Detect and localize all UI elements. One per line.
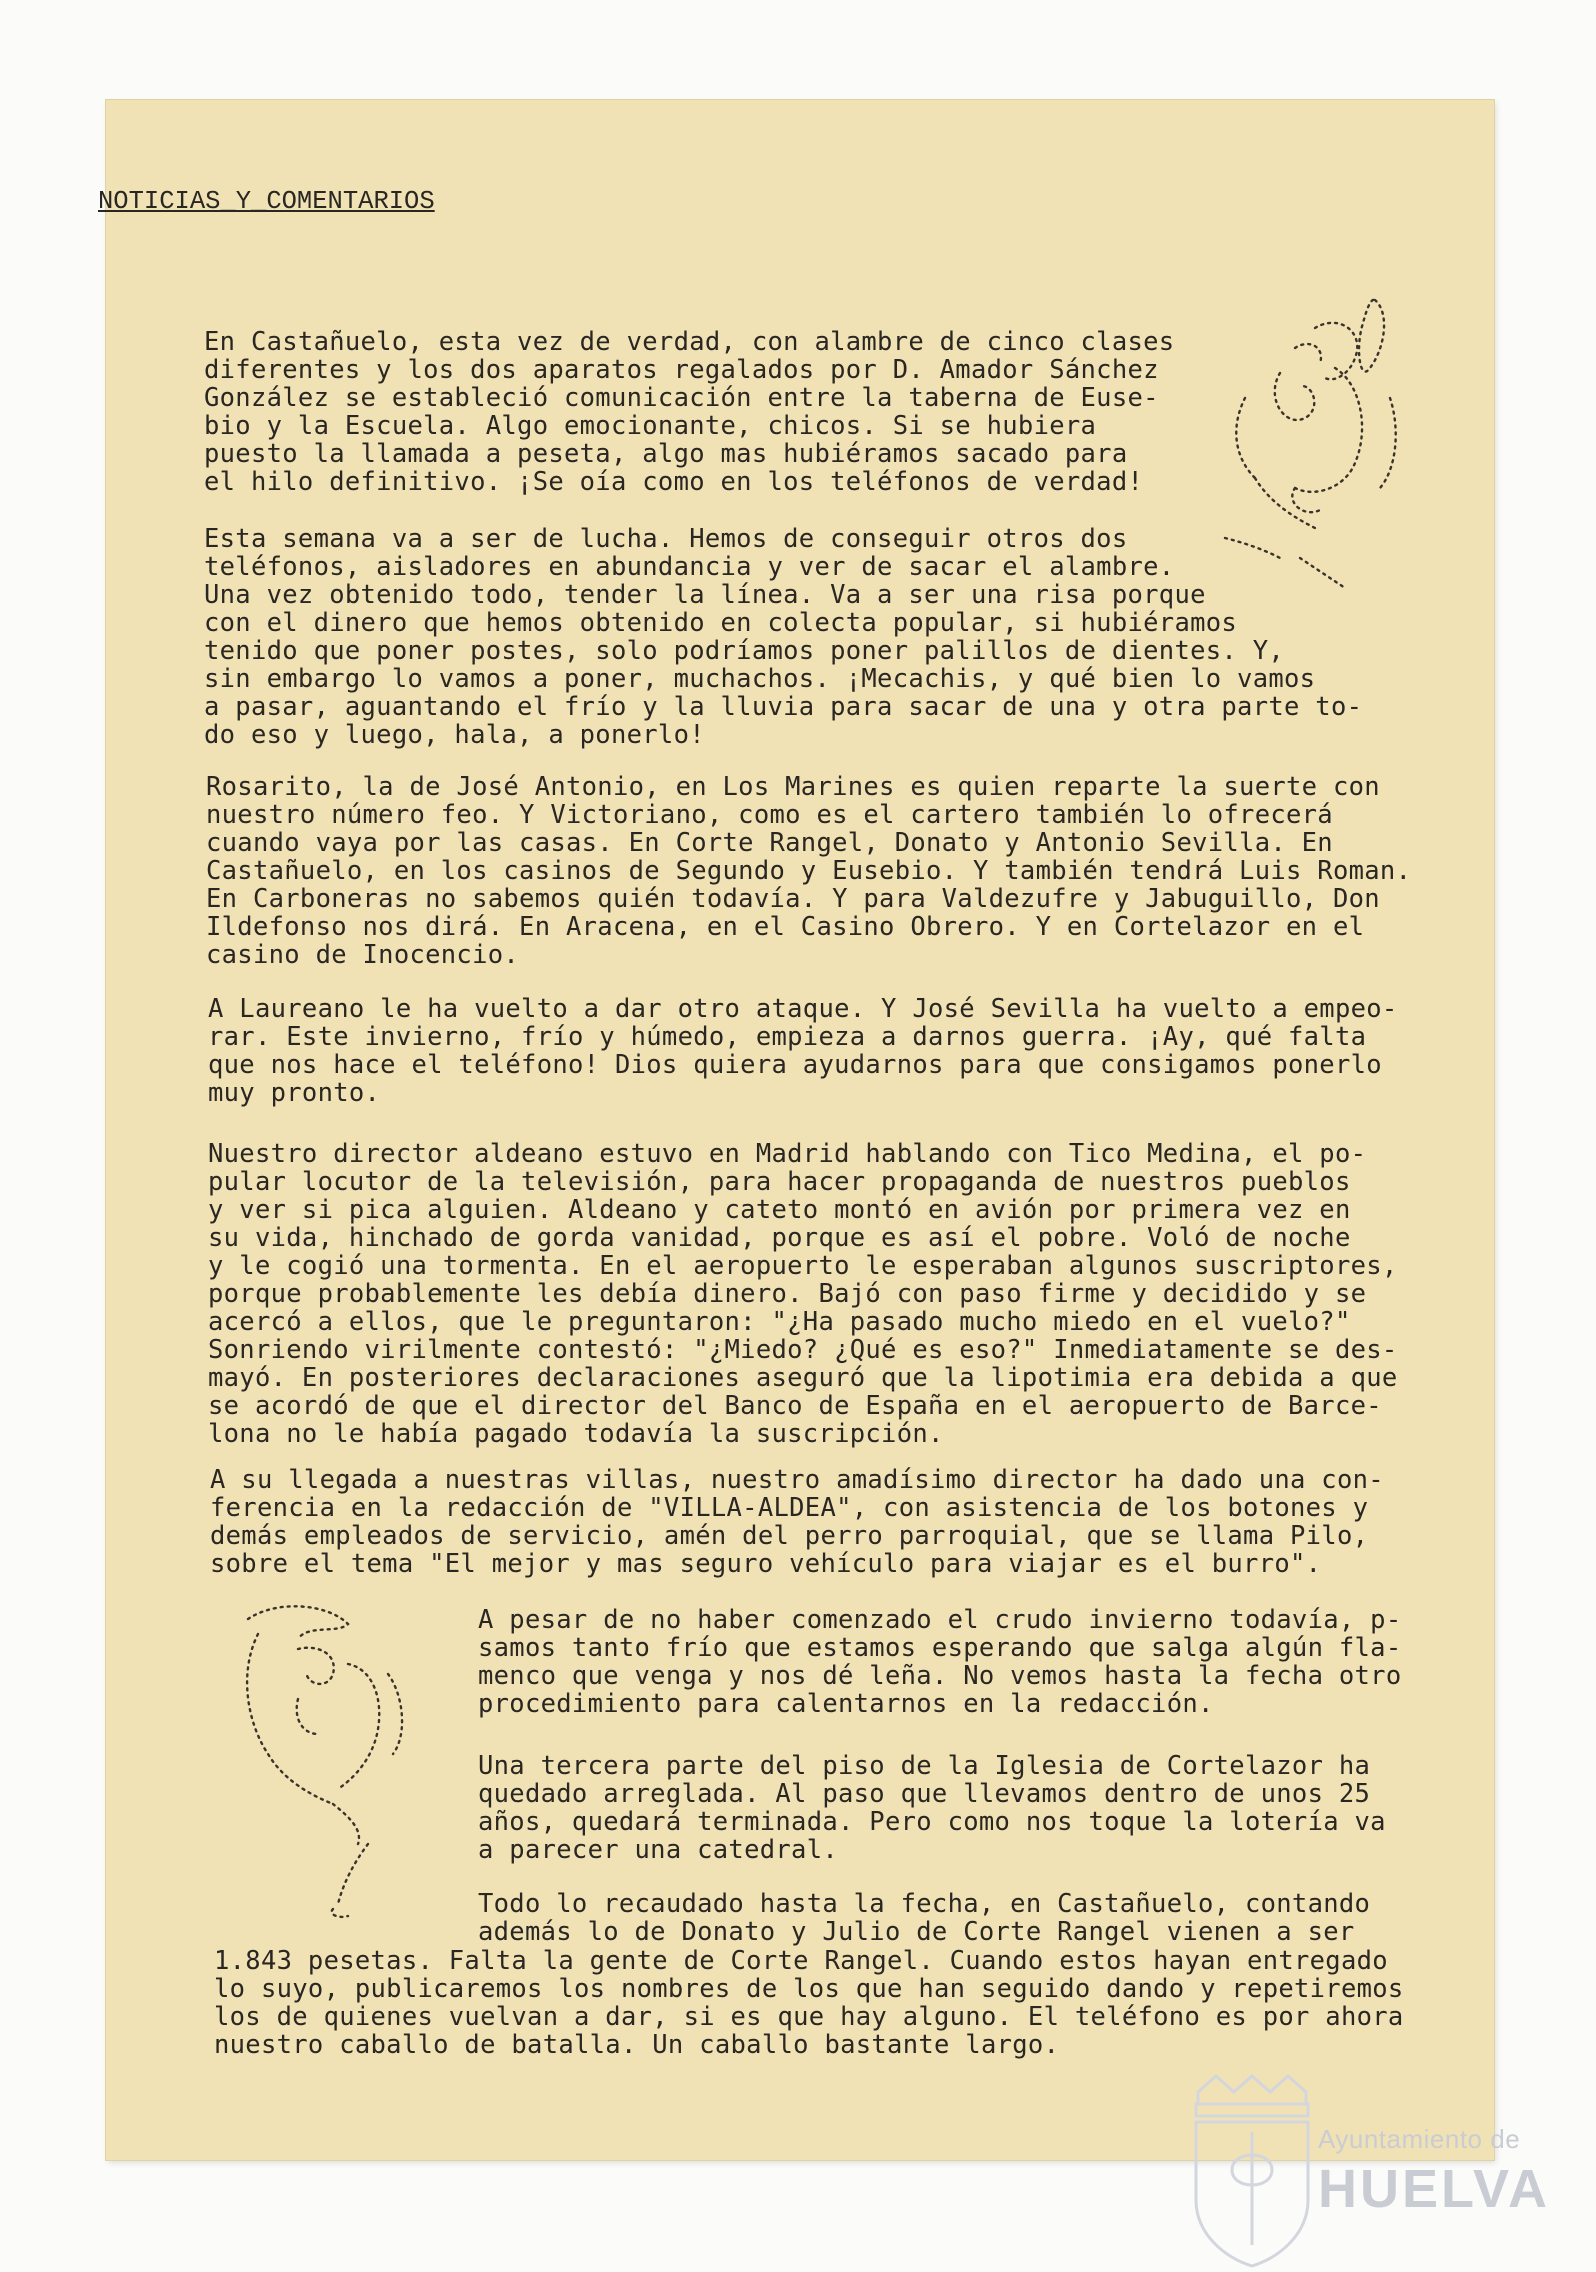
document-heading: NOTICIAS_Y_COMENTARIOS bbox=[98, 187, 435, 216]
text-line: Una vez obtenido todo, tender la línea. Va a ser una risa porque bbox=[204, 580, 1206, 610]
paragraph-collection-total bbox=[214, 1947, 1404, 2059]
dotted-profile-doodle-icon bbox=[238, 1594, 478, 1924]
text-line: bio y la Escuela. Algo emocionante, chicos. Si se hubiera bbox=[204, 411, 1097, 441]
text-line: nuestro caballo de batalla. Un caballo bastante largo. bbox=[214, 2030, 1060, 2060]
text-line: Rosarito, la de José Antonio, en Los Marines es quien reparte la suerte con bbox=[206, 772, 1380, 802]
text-line: samos tanto frío que estamos esperando que salga algún fla- bbox=[478, 1633, 1402, 1663]
text-line: y ver si pica alguien. Aldeano y cateto montó en avión por primera vez en bbox=[208, 1195, 1351, 1225]
text-line: sobre el tema "El mejor y mas seguro vehículo para viajar es el burro". bbox=[210, 1549, 1322, 1579]
text-line: se acordó de que el director del Banco de España en el aeropuerto de Barce- bbox=[208, 1391, 1382, 1421]
paragraph-telephone-castanuelo bbox=[204, 328, 1174, 496]
dotted-face-doodle-icon bbox=[1185, 288, 1425, 608]
text-line: lo suyo, publicaremos los nombres de los que han seguido dando y repetiremos bbox=[214, 1974, 1404, 2004]
text-line: Todo lo recaudado hasta la fecha, en Castañuelo, contando bbox=[478, 1889, 1371, 1919]
text-line: 1.843 pesetas. Falta la gente de Corte Rangel. Cuando estos hayan entregado bbox=[214, 1946, 1388, 1976]
text-line: porque probablemente les debía dinero. Bajó con paso firme y decidido y se bbox=[208, 1279, 1367, 1309]
text-line: muy pronto. bbox=[208, 1078, 381, 1108]
text-line: En Carboneras no sabemos quién todavía. Y para Valdezufre y Jabuguillo, Don bbox=[206, 884, 1380, 914]
text-line: Nuestro director aldeano estuvo en Madrid hablando con Tico Medina, el po- bbox=[208, 1139, 1367, 1169]
paragraph-church-floor bbox=[478, 1752, 1386, 1864]
text-line: a parecer una catedral. bbox=[478, 1835, 839, 1865]
text-line: ferencia en la redacción de "VILLA-ALDEA", con asistencia de los botones y bbox=[210, 1493, 1369, 1523]
text-line: su vida, hinchado de gorda vanidad, porque es así el pobre. Voló de noche bbox=[208, 1223, 1351, 1253]
text-line: En Castañuelo, esta vez de verdad, con alambre de cinco clases bbox=[204, 327, 1175, 357]
text-line: Castañuelo, en los casinos de Segundo y Eusebio. Y también tendrá Luis Roman. bbox=[206, 856, 1412, 886]
text-line: con el dinero que hemos obtenido en colecta popular, si hubiéramos bbox=[204, 608, 1238, 638]
text-line: lona no le había pagado todavía la suscripción. bbox=[208, 1419, 944, 1449]
text-line: Una tercera parte del piso de la Iglesia de Cortelazor ha bbox=[478, 1751, 1371, 1781]
text-line: González se estableció comunicación entre la taberna de Euse- bbox=[204, 383, 1159, 413]
text-line: nuestro número feo. Y Victoriano, como es el cartero también lo ofrecerá bbox=[206, 800, 1333, 830]
text-line: a pasar, aguantando el frío y la lluvia para sacar de una y otra parte to- bbox=[204, 692, 1363, 722]
paragraph-director-madrid bbox=[208, 1140, 1398, 1448]
text-line: que nos hace el teléfono! Dios quiera ayudarnos para que consigamos ponerlo bbox=[208, 1050, 1382, 1080]
text-line: Sonriendo virilmente contestó: "¿Miedo? ¿Qué es eso?" Inmediatamente se des- bbox=[208, 1335, 1398, 1365]
watermark-line1: Ayuntamiento de bbox=[1318, 2124, 1521, 2154]
text-line: acercó a ellos, que le preguntaron: "¿Ha pasado mucho miedo en el vuelo?" bbox=[208, 1307, 1351, 1337]
text-line: A Laureano le ha vuelto a dar otro ataque. Y José Sevilla ha vuelto a empeo- bbox=[208, 994, 1398, 1024]
text-line: quedado arreglada. Al paso que llevamos dentro de unos 25 bbox=[478, 1779, 1371, 1809]
text-line: A pesar de no haber comenzado el crudo invierno todavía, p- bbox=[478, 1605, 1402, 1635]
text-line: el hilo definitivo. ¡Se oía como en los teléfonos de verdad! bbox=[204, 467, 1144, 497]
text-line: diferentes y los dos aparatos regalados por D. Amador Sánchez bbox=[204, 355, 1159, 385]
watermark-line2: HUELVA bbox=[1318, 2159, 1550, 2219]
text-line: sin embargo lo vamos a poner, muchachos. ¡Mecachis, y qué bien lo vamos bbox=[204, 664, 1316, 694]
paragraph-cold-winter bbox=[478, 1606, 1402, 1718]
text-line: rar. Este invierno, frío y húmedo, empieza a darnos guerra. ¡Ay, qué falta bbox=[208, 1022, 1367, 1052]
paragraph-conference bbox=[210, 1466, 1384, 1578]
text-line: años, quedará terminada. Pero como nos toque la lotería va bbox=[478, 1807, 1386, 1837]
text-line: además lo de Donato y Julio de Corte Rangel vienen a ser bbox=[478, 1917, 1355, 1947]
text-line: cuando vaya por las casas. En Corte Rangel, Donato y Antonio Sevilla. En bbox=[206, 828, 1333, 858]
text-line: tenido que poner postes, solo podríamos poner palillos de dientes. Y, bbox=[204, 636, 1285, 666]
paragraph-illness-news bbox=[208, 995, 1398, 1107]
text-line: casino de Inocencio. bbox=[206, 940, 520, 970]
text-line: Esta semana va a ser de lucha. Hemos de conseguir otros dos bbox=[204, 524, 1128, 554]
text-line: menco que venga y nos dé leña. No vemos hasta la fecha otro bbox=[478, 1661, 1402, 1691]
paragraph-collection-intro bbox=[478, 1890, 1370, 1946]
text-line: pular locutor de la televisión, para hacer propaganda de nuestros pueblos bbox=[208, 1167, 1351, 1197]
text-line: A su llegada a nuestras villas, nuestro amadísimo director ha dado una con- bbox=[210, 1465, 1384, 1495]
text-line: do eso y luego, hala, a ponerlo! bbox=[204, 720, 705, 750]
text-line: demás empleados de servicio, amén del perro parroquial, que se llama Pilo, bbox=[210, 1521, 1369, 1551]
text-line: puesto la llamada a peseta, algo mas hubiéramos sacado para bbox=[204, 439, 1128, 469]
text-line: y le cogió una tormenta. En el aeropuerto le esperaban algunos suscriptores, bbox=[208, 1251, 1398, 1281]
text-line: teléfonos, aisladores en abundancia y ver de sacar el alambre. bbox=[204, 552, 1175, 582]
text-line: mayó. En posteriores declaraciones aseguró que la lipotimia era debida a que bbox=[208, 1363, 1398, 1393]
paragraph-lottery-sellers bbox=[206, 773, 1411, 969]
text-line: Ildefonso nos dirá. En Aracena, en el Casino Obrero. Y en Cortelazor en el bbox=[206, 912, 1365, 942]
text-line: los de quienes vuelvan a dar, si es que hay alguno. El teléfono es por ahora bbox=[214, 2002, 1404, 2032]
text-line: procedimiento para calentarnos en la redacción. bbox=[478, 1689, 1214, 1719]
